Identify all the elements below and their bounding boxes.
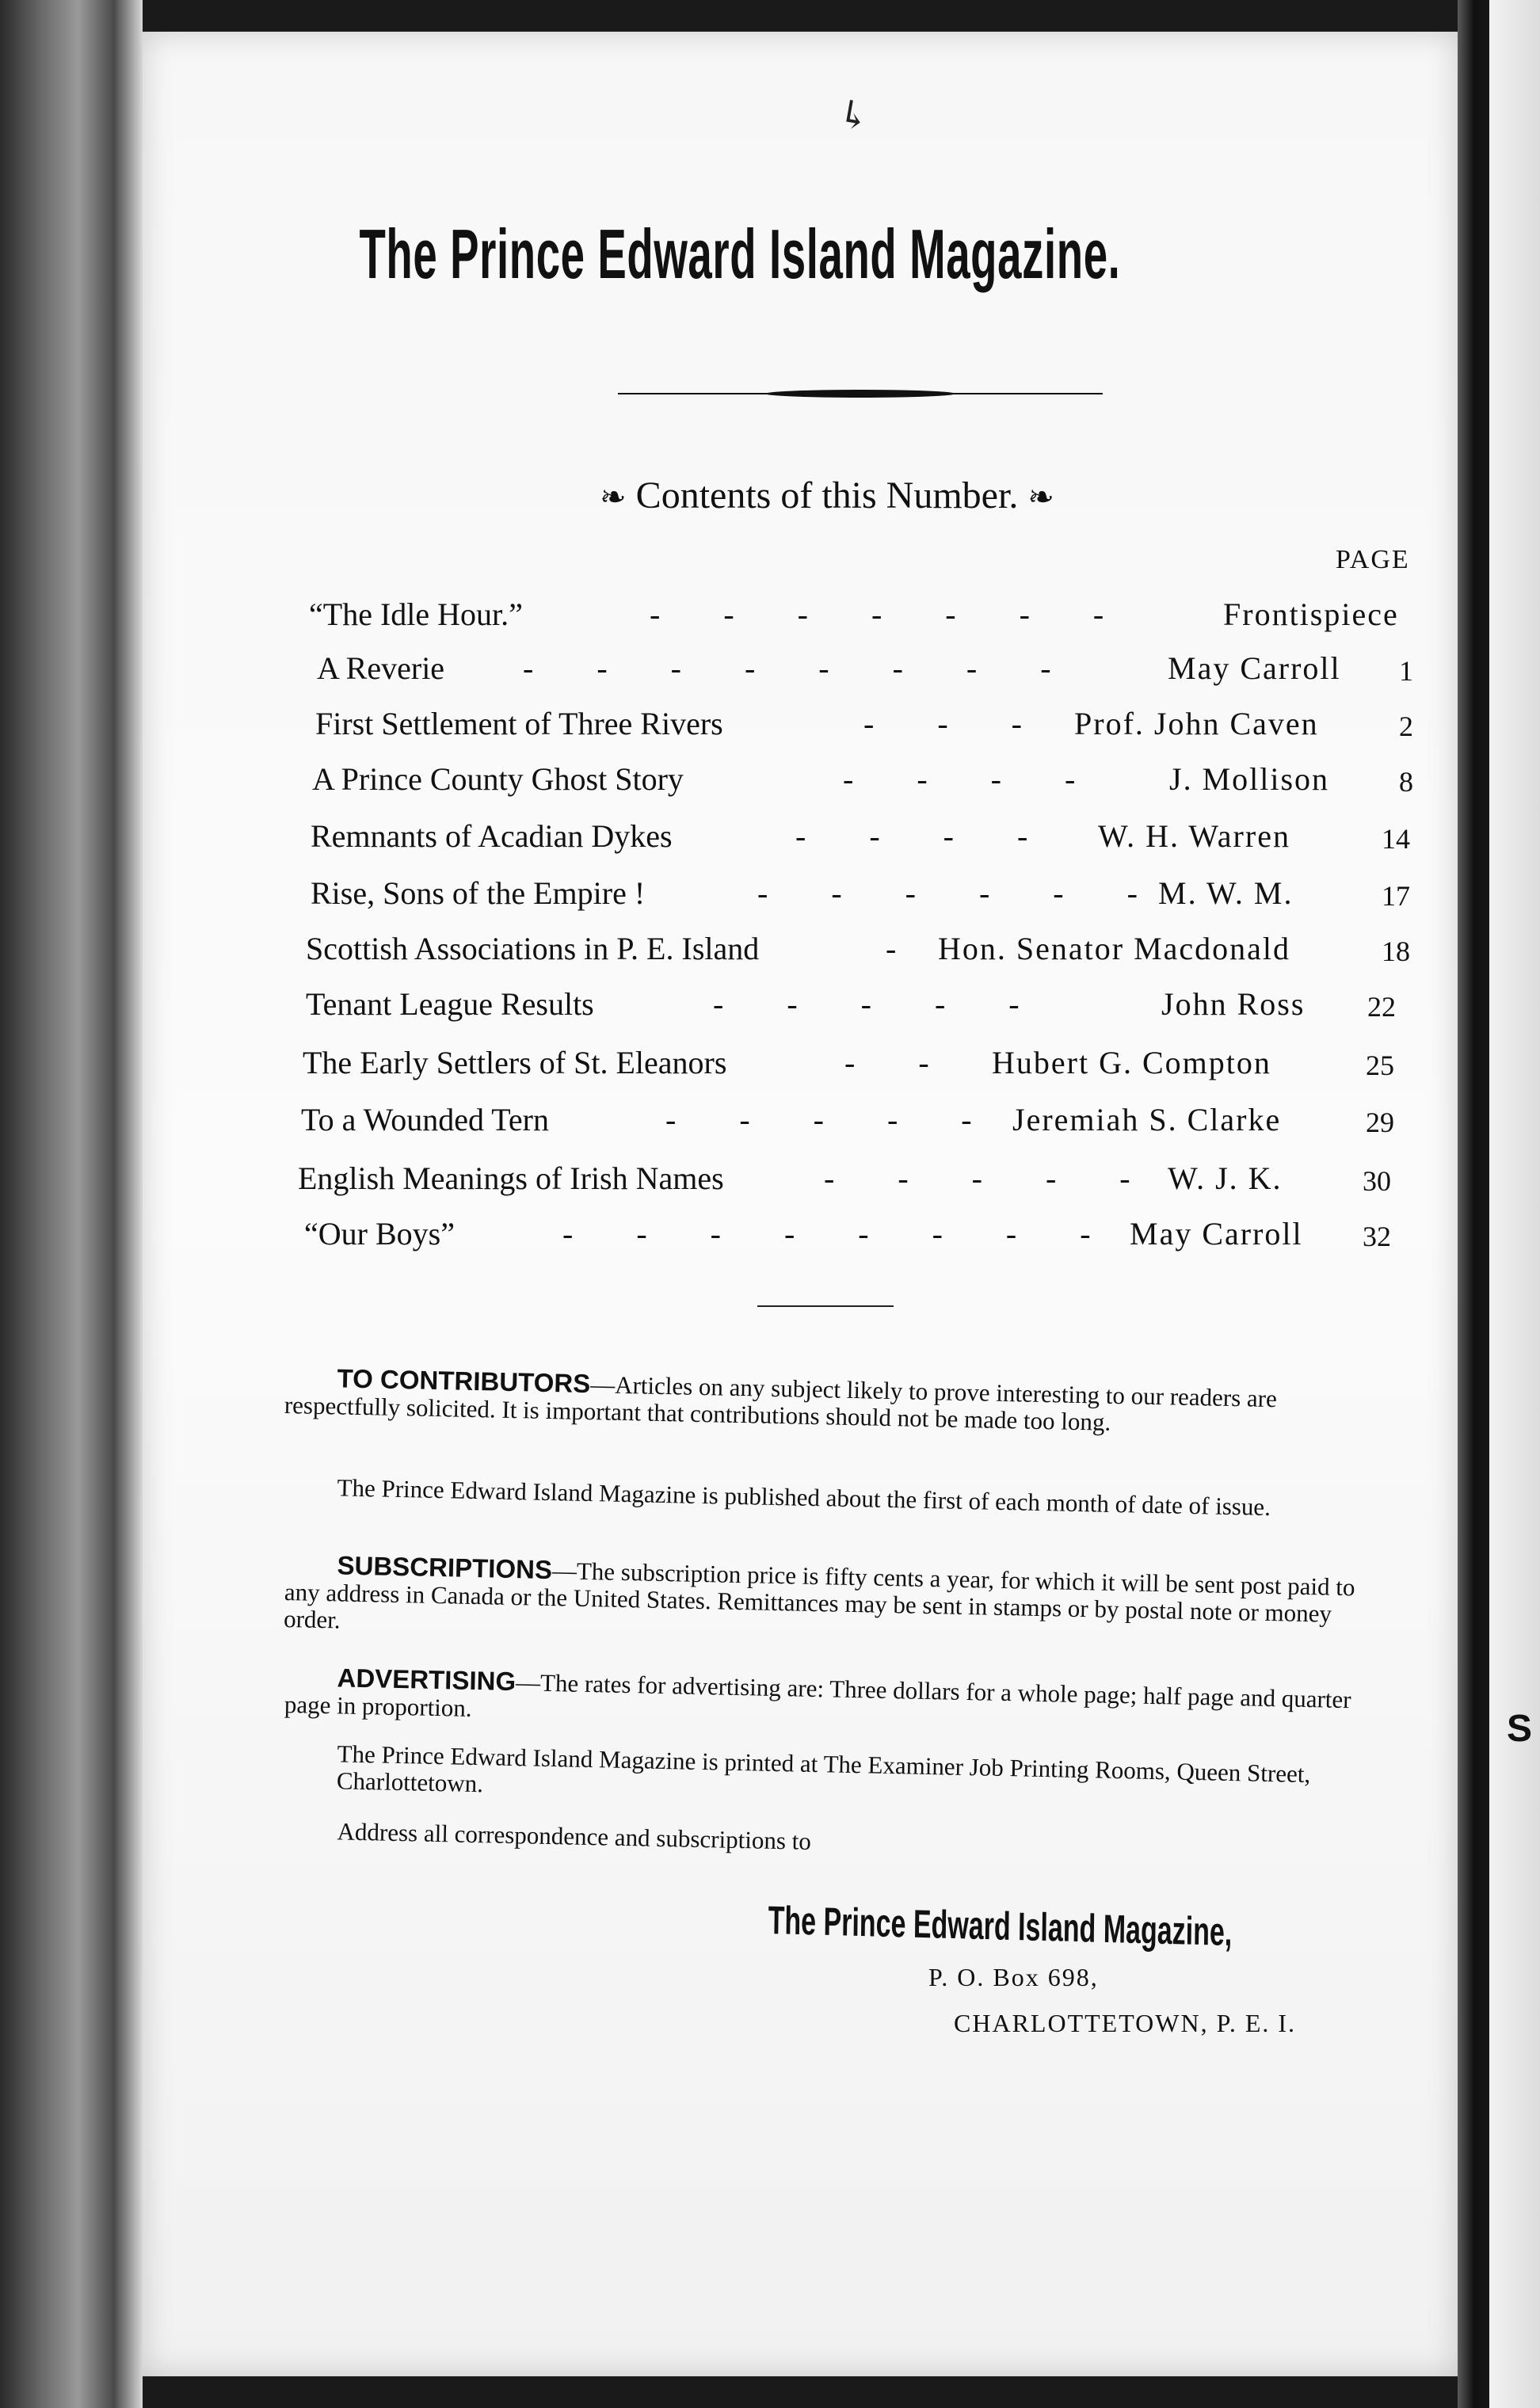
toc-entry (0, 874, 1461, 922)
toc-page: 17 (1382, 880, 1410, 912)
address-name: The Prince Edward Island Magazine, (768, 1897, 1233, 1955)
address-box: P. O. Box 698, (928, 1963, 1099, 1991)
toc-page: 8 (1399, 766, 1413, 798)
handwritten-mark: ↳ (834, 92, 874, 140)
toc-title: Rise, Sons of the Empire ! (311, 875, 646, 911)
toc-author: W. J. K. (1168, 1160, 1283, 1196)
toc-author: May Carroll (1168, 650, 1341, 686)
toc-leader: - - - (863, 706, 1038, 741)
toc-leader: - - - - - (665, 1102, 988, 1137)
toc-leader: - - - - - - - - (562, 1216, 1107, 1252)
address-city: CHARLOTTETOWN, P. E. I. (954, 2009, 1297, 2037)
notice-text-advertising: —The rates for advertising are: Three dollars for a whole page; half page and quarter page in proportion. (284, 1668, 1351, 1722)
toc-author: May Carroll (1130, 1216, 1303, 1252)
toc-leader: - - - - - - - - (523, 650, 1067, 686)
toc-entry (0, 1101, 1461, 1149)
toc-title: A Reverie (317, 650, 445, 686)
toc-author: J. Mollison (1169, 761, 1330, 797)
toc-leader: - - - - - (713, 986, 1035, 1022)
facing-page-fragment: S (1507, 1708, 1533, 1750)
toc-entry (0, 985, 1461, 1033)
section-rule (757, 1305, 894, 1307)
toc-page: 14 (1382, 823, 1410, 855)
notice-text-address-intro: Address all correspondence and subscriptions to (337, 1817, 812, 1855)
toc-author: W. H. Warren (1098, 818, 1290, 854)
toc-entry (0, 817, 1461, 865)
toc-leader: - - (844, 1045, 945, 1080)
ornament-divider (618, 388, 1103, 399)
toc-entry (0, 1044, 1461, 1092)
notice-text-printing: The Prince Edward Island Magazine is printed at The Examiner Job Printing Rooms, Queen Street, Charlottetown. (336, 1739, 1311, 1798)
contents-heading-text: Contents of this Number. (635, 474, 1019, 516)
toc-title: “The Idle Hour.” (309, 596, 523, 632)
toc-author: Hon. Senator Macdonald (938, 931, 1291, 966)
toc-page: 1 (1399, 655, 1413, 687)
toc-title: English Meanings of Irish Names (298, 1160, 724, 1196)
facing-page (1489, 0, 1540, 2408)
toc-leader: - - - - - (824, 1160, 1146, 1196)
notice-text-subscriptions: —The subscription price is fifty cents a year, for which it will be sent post paid to any address in Canada or the United States. Remittances may be sent in stamps or by postal note or money order. (283, 1556, 1355, 1634)
toc-entry (0, 1160, 1461, 1207)
toc-leader: - - - - - - - (650, 596, 1120, 632)
fleuron-left-icon: ❧ (600, 479, 627, 515)
notice-lead-subscriptions: SUBSCRIPTIONS (337, 1550, 553, 1585)
toc-leader: - - - - (843, 761, 1092, 797)
toc-entry (0, 760, 1461, 808)
toc-page: 18 (1382, 935, 1410, 967)
toc-entry (0, 930, 1461, 977)
toc-entry (0, 650, 1461, 697)
toc-page: 2 (1399, 711, 1413, 742)
toc-page: 25 (1366, 1050, 1394, 1081)
toc-author: Jeremiah S. Clarke (1012, 1102, 1282, 1137)
toc-title: Tenant League Results (306, 986, 594, 1022)
toc-page: 32 (1363, 1221, 1391, 1252)
page-column-label: PAGE (1336, 545, 1410, 574)
notice-text-contributors: —Articles on any subject likely to prove interesting to our readers are respectfully solicited. It is important that contributions should not be made too long. (284, 1370, 1278, 1436)
toc-entry (0, 705, 1461, 752)
toc-leader: - - - - (795, 818, 1044, 854)
toc-author: M. W. M. (1158, 875, 1294, 911)
toc-title: Scottish Associations in P. E. Island (306, 931, 760, 966)
contents-heading (0, 474, 1540, 517)
toc-title: A Prince County Ghost Story (312, 761, 684, 797)
toc-page: 30 (1363, 1165, 1391, 1197)
fleuron-right-icon: ❧ (1027, 479, 1054, 515)
toc-entry (0, 1215, 1461, 1263)
toc-leader: - (886, 931, 913, 966)
notice-lead-contributors: TO CONTRIBUTORS (337, 1363, 591, 1399)
toc-page: 29 (1366, 1107, 1394, 1138)
toc-title: “Our Boys” (304, 1216, 455, 1252)
toc-leader: - - - - - - (757, 875, 1153, 911)
notice-text-publication: The Prince Edward Island Magazine is published about the first of each month of date of issue. (337, 1473, 1271, 1522)
notice-lead-advertising: ADVERTISING (337, 1663, 517, 1697)
toc-author: Frontispiece (1223, 596, 1399, 632)
toc-author: John Ross (1161, 986, 1306, 1022)
toc-entry (0, 596, 1461, 643)
toc-title: First Settlement of Three Rivers (315, 706, 723, 741)
toc-title: To a Wounded Tern (301, 1102, 549, 1137)
toc-author: Prof. John Caven (1074, 706, 1319, 741)
toc-title: The Early Settlers of St. Eleanors (303, 1045, 727, 1080)
toc-page: 22 (1367, 991, 1396, 1023)
toc-title: Remnants of Acadian Dykes (311, 818, 673, 854)
toc-author: Hubert G. Compton (992, 1045, 1271, 1080)
page-title: The Prince Edward Island Magazine. (359, 215, 1121, 293)
